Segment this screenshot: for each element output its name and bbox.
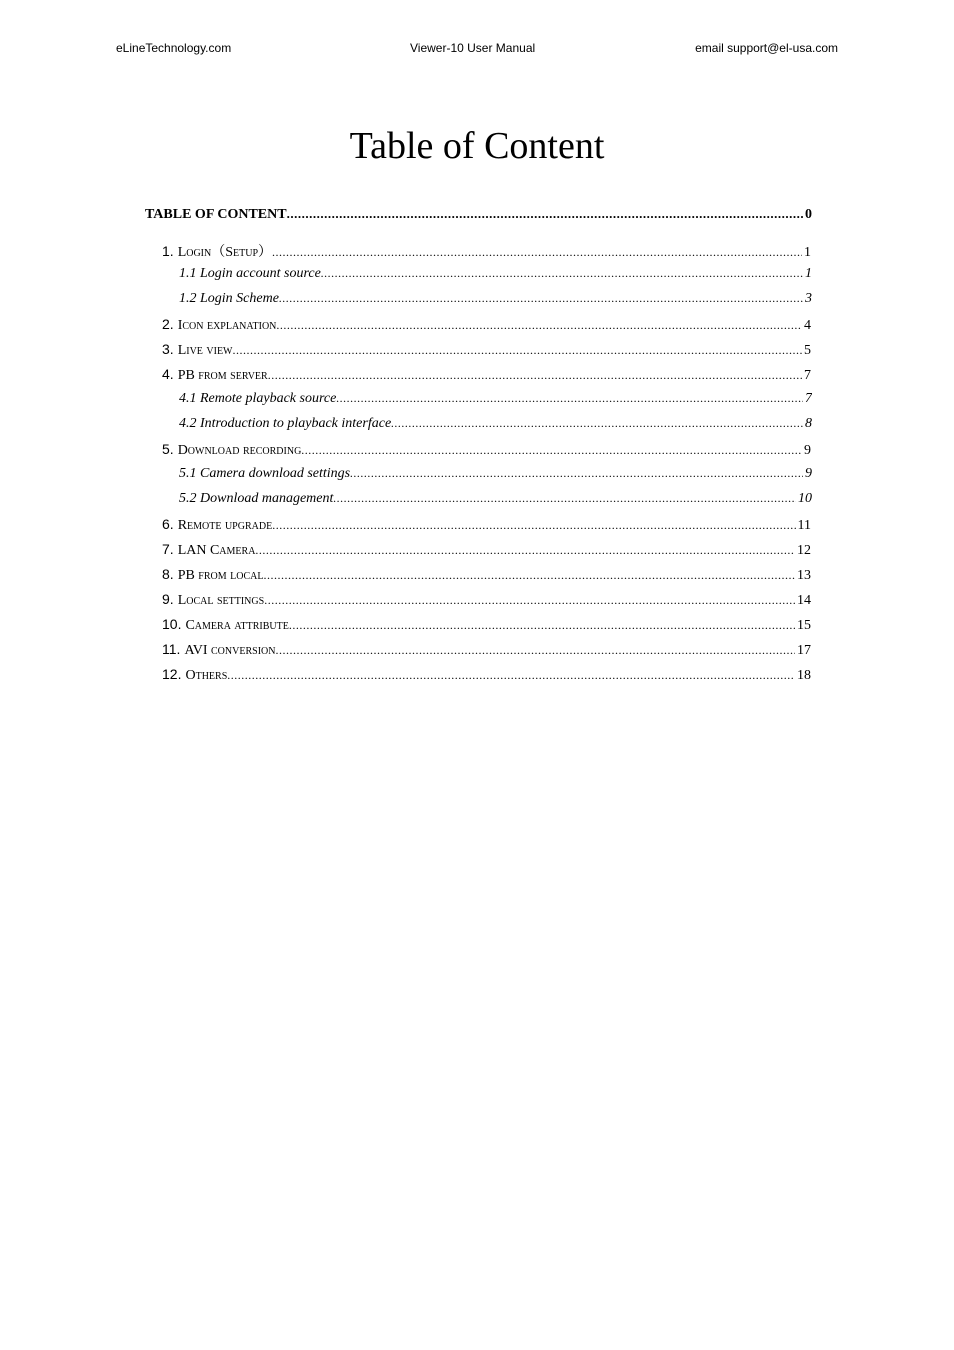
toc-leader-dots bbox=[268, 368, 802, 383]
toc-entry[interactable] bbox=[162, 641, 811, 663]
page-header bbox=[0, 41, 954, 59]
toc-entry-page: 14 bbox=[797, 593, 811, 608]
toc-main-entry[interactable] bbox=[145, 206, 812, 228]
toc-entry-page: 0 bbox=[805, 207, 812, 222]
toc-leader-dots bbox=[321, 266, 803, 281]
toc-entry-label: Others bbox=[185, 668, 228, 683]
toc-entry-number: 7. bbox=[162, 541, 174, 557]
toc-leader-dots bbox=[233, 343, 803, 358]
toc-leader-dots bbox=[301, 443, 802, 458]
toc-entry[interactable] bbox=[162, 441, 811, 463]
toc-entry-label: Live view bbox=[177, 343, 233, 358]
toc-entry-page: 18 bbox=[797, 668, 811, 683]
toc-entry-number: 10. bbox=[162, 616, 182, 632]
toc-entry-label: 1.1 Login account source bbox=[179, 266, 321, 281]
toc-leader-dots bbox=[227, 668, 795, 683]
toc-entry[interactable] bbox=[162, 591, 811, 613]
toc-leader-dots bbox=[287, 206, 803, 222]
toc-entry-number: 9. bbox=[162, 591, 174, 607]
toc-entry-label: 5.2 Download management bbox=[179, 491, 334, 506]
toc-entry[interactable] bbox=[162, 341, 811, 363]
toc-entry-page: 7 bbox=[804, 368, 811, 383]
toc-leader-dots bbox=[272, 518, 795, 533]
toc-entry[interactable] bbox=[162, 366, 811, 388]
toc-leader-dots bbox=[391, 416, 803, 431]
toc-entry-page: 1 bbox=[804, 245, 811, 260]
toc-entry[interactable] bbox=[162, 316, 811, 338]
page-title: Table of Content bbox=[349, 125, 605, 167]
toc-subentry[interactable] bbox=[179, 291, 812, 313]
toc-entry-label: PB from local bbox=[177, 568, 264, 583]
toc-entry-number: 4. bbox=[162, 366, 174, 382]
toc-entry-page: 11 bbox=[797, 518, 811, 533]
toc-leader-dots bbox=[272, 245, 802, 260]
toc-entry[interactable] bbox=[162, 516, 811, 538]
toc-entry-page: 15 bbox=[797, 618, 811, 633]
toc-subentry[interactable] bbox=[179, 466, 812, 488]
header-email: email support@el-usa.com bbox=[695, 41, 838, 55]
toc-leader-dots bbox=[279, 291, 803, 306]
toc-leader-dots bbox=[350, 466, 803, 481]
toc-entry-page: 7 bbox=[805, 391, 812, 406]
toc-entry-label: Camera attribute bbox=[185, 618, 289, 633]
toc-leader-dots bbox=[264, 593, 795, 608]
toc-entry-number: 1. bbox=[162, 243, 174, 259]
toc-leader-dots bbox=[264, 568, 796, 583]
toc-entry-number: 2. bbox=[162, 316, 174, 332]
toc-entry-page: 12 bbox=[797, 543, 811, 558]
toc-subentry[interactable] bbox=[179, 391, 812, 413]
toc-entry-label: LAN Camera bbox=[177, 543, 256, 558]
toc-entry-number: 12. bbox=[162, 666, 182, 682]
toc-entry[interactable] bbox=[162, 541, 811, 563]
toc-leader-dots bbox=[289, 618, 795, 633]
toc-entry-page: 17 bbox=[797, 643, 811, 658]
toc-entry-page: 9 bbox=[805, 466, 812, 481]
toc-entry-label: PB from server bbox=[177, 368, 268, 383]
toc-entry-label: Download recording bbox=[177, 443, 302, 458]
toc-entry-number: 11. bbox=[162, 641, 181, 657]
toc-entry-page: 13 bbox=[797, 568, 811, 583]
toc-entry-page: 4 bbox=[804, 318, 811, 333]
toc-entry-number: 3. bbox=[162, 341, 174, 357]
toc-entry-label: 5.1 Camera download settings bbox=[179, 466, 351, 481]
toc-entry-label: Local settings bbox=[177, 593, 265, 608]
toc-entry[interactable] bbox=[162, 566, 811, 588]
toc-entry-label: 4.2 Introduction to playback interface bbox=[179, 416, 392, 431]
toc-entry-page: 8 bbox=[805, 416, 812, 431]
toc-entry-page: 9 bbox=[804, 443, 811, 458]
toc-entry-page: 3 bbox=[805, 291, 812, 306]
toc-leader-dots bbox=[275, 643, 795, 658]
toc-entry-page: 1 bbox=[805, 266, 812, 281]
toc-entry-label: Login（Setup） bbox=[177, 245, 273, 260]
header-website: eLineTechnology.com bbox=[116, 41, 232, 55]
toc-entry-label: 1.2 Login Scheme bbox=[179, 291, 279, 306]
toc-subentry[interactable] bbox=[179, 491, 812, 513]
toc-entry-page: 10 bbox=[798, 491, 812, 506]
toc-leader-dots bbox=[255, 543, 795, 558]
header-manual-title: Viewer-10 User Manual bbox=[410, 41, 536, 55]
toc-entry[interactable] bbox=[162, 666, 811, 688]
toc-entry-label: TABLE OF CONTENT bbox=[145, 207, 287, 222]
toc-entry-page: 5 bbox=[804, 343, 811, 358]
toc-entry[interactable] bbox=[162, 241, 811, 263]
toc-entry-label: AVI conversion bbox=[184, 643, 276, 658]
toc-entry[interactable] bbox=[162, 616, 811, 638]
toc-entry-label: Remote upgrade bbox=[177, 518, 273, 533]
toc-subentry[interactable] bbox=[179, 266, 812, 288]
toc-leader-dots bbox=[276, 318, 802, 333]
toc-entry-number: 6. bbox=[162, 516, 174, 532]
toc-entry-label: Icon explanation bbox=[177, 318, 277, 333]
toc-entry-label: 4.1 Remote playback source bbox=[179, 391, 337, 406]
toc-entry-number: 8. bbox=[162, 566, 174, 582]
toc-leader-dots bbox=[336, 391, 803, 406]
toc-entry-number: 5. bbox=[162, 441, 174, 457]
toc-subentry[interactable] bbox=[179, 416, 812, 438]
toc-leader-dots bbox=[333, 491, 796, 506]
